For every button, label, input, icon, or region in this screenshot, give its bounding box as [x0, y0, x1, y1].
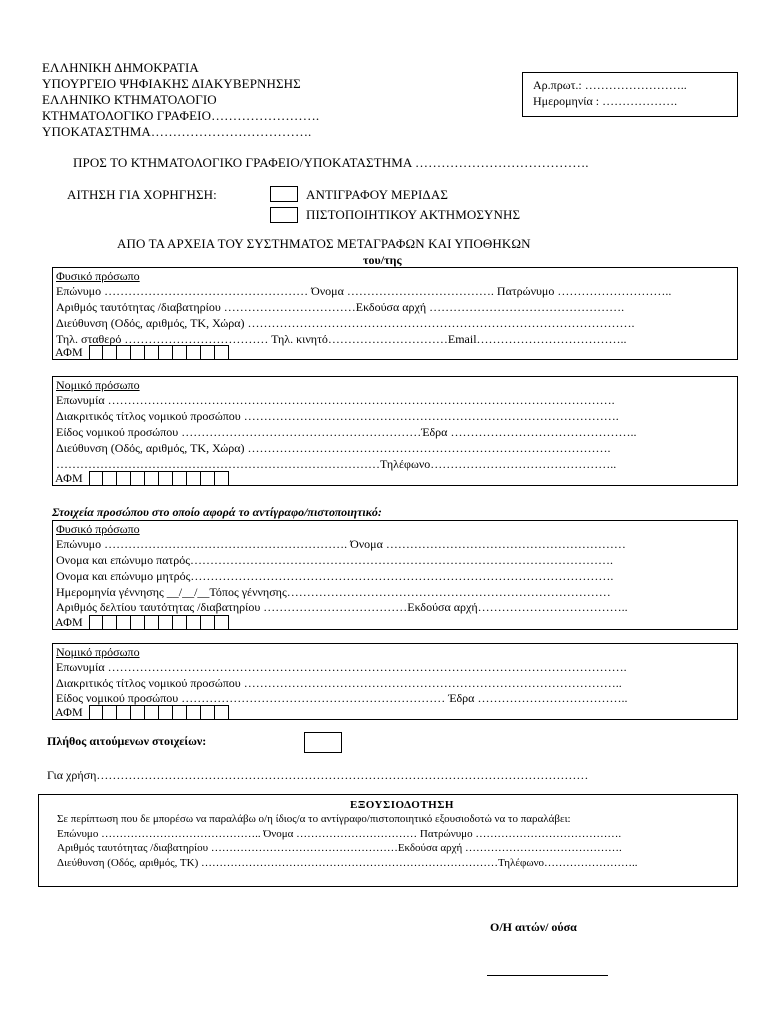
protocol-date-field[interactable]: Ημερομηνία : ………………. — [533, 94, 678, 108]
afm-label: ΑΦΜ — [55, 345, 83, 359]
subject-legal-afm-row — [52, 705, 229, 719]
signature-line[interactable] — [487, 975, 608, 976]
section-title: Φυσικό πρόσωπο — [56, 522, 140, 536]
copy-option-label: ΑΝΤΙΓΡΑΦΟΥ ΜΕΡΙΔΑΣ — [306, 187, 449, 202]
applicant-phone-row[interactable]: Τηλ. σταθερό ……………………………… Τηλ. κινητό…………………………Email……………………………….. — [56, 332, 627, 346]
subject-name-row[interactable]: Επώνυμο ……………………………………………………. Όνομα …………………………………………………… — [56, 537, 626, 551]
request-label: ΑΙΤΗΣΗ ΓΙΑ ΧΟΡΗΓΗΣΗ: — [67, 187, 217, 202]
subject-birth-row[interactable]: Ημερομηνία γέννησης __/__/__Τόπος γέννησης……………………………………………………………………… — [56, 585, 611, 599]
subject-legal-name-row[interactable]: Επωνυμία …………………………………………………………………………………………………………………. — [56, 660, 627, 674]
protocol-number-field[interactable]: Αρ.πρωτ.: …………………….. — [533, 78, 687, 92]
subject-legal-type-row[interactable]: Είδος νομικού προσώπου ………………………………………………………… Έδρα ……………………………….. — [56, 691, 628, 705]
certificate-option-label: ΠΙΣΤΟΠΟΙΗΤΙΚΟΥ ΑΚΤΗΜΟΣΥΝΗΣ — [306, 207, 521, 222]
authorization-title: ΕΞΟΥΣΙΟΔΟΤΗΣΗ — [350, 799, 454, 811]
legal-phone-row[interactable]: ………………………………………………………………………Τηλέφωνο……………………………………….. — [56, 457, 617, 471]
afm-cells[interactable] — [89, 615, 229, 629]
header-line-2: ΥΠΟΥΡΓΕΙΟ ΨΗΦΙΑΚΗΣ ΔΙΑΚΥΒΕΡΝΗΣΗΣ — [42, 76, 301, 91]
applicant-afm-row — [52, 345, 229, 359]
legal-type-row[interactable]: Είδος νομικού προσώπου ……………………………………………………Έδρα ……………………………………….. — [56, 425, 637, 439]
header-line-4: ΚΤΗΜΑΤΟΛΟΓΙΚΟ ΓΡΑΦΕΙΟ……………………. — [42, 108, 320, 123]
quantity-label: Πλήθος αιτούμενων στοιχείων: — [47, 734, 207, 748]
legal-afm-row — [52, 471, 229, 485]
authorized-id-row[interactable]: Αριθμός ταυτότητας /διαβατηρίου ……………………………………………Εκδούσα αρχή ……………………………………. — [57, 842, 622, 854]
certificate-checkbox[interactable] — [270, 207, 298, 223]
protocol-box — [522, 72, 738, 117]
applicant-id-row[interactable]: Αριθμός ταυτότητας /διαβατηρίου ……………………………Εκδούσα αρχή …………………………………………. — [56, 300, 625, 314]
subject-heading: Στοιχεία προσώπου στο οποίο αφορά το αντίγραφο/πιστοποιητικό: — [52, 505, 382, 519]
applicant-legal-person-section — [52, 376, 738, 486]
afm-cells[interactable] — [89, 471, 229, 485]
subject-legal-title-row[interactable]: Διακριτικός τίτλος νομικού προσώπου ………………………………………………………………………………….. — [56, 676, 622, 690]
afm-cells[interactable] — [89, 345, 229, 359]
header-line-1: ΕΛΛΗΝΙΚΗ ΔΗΜΟΚΡΑΤΙΑ — [42, 60, 199, 75]
subject-mother-row[interactable]: Ονομα και επώνυμο μητρός……………………………………………………………………………………………. — [56, 569, 614, 583]
authorized-name-row[interactable]: Επώνυμο …………………………………….. Όνομα …………………………… Πατρώνυμο …………………………………. — [57, 828, 622, 840]
header-line-3: ΕΛΛΗΝΙΚΟ ΚΤΗΜΑΤΟΛΟΓΙΟ — [42, 92, 217, 107]
source-title: ΑΠΟ ΤΑ ΑΡΧΕΙΑ ΤΟΥ ΣΥΣΤΗΜΑΤΟΣ ΜΕΤΑΓΡΑΦΩΝ ΚΑΙ ΥΠΟΘΗΚΩΝ — [117, 236, 531, 251]
legal-address-row[interactable]: Διεύθυνση (Οδός, αριθμός, ΤΚ, Χώρα) ………………………………………………………………………………. — [56, 441, 611, 455]
applicant-address-row[interactable]: Διεύθυνση (Οδός, αριθμός, ΤΚ, Χώρα) ……………………………………………………………………………………. — [56, 316, 635, 330]
header-line-5: ΥΠΟΚΑΤΑΣΤΗΜΑ………………………………. — [42, 124, 312, 139]
afm-cells[interactable] — [89, 705, 229, 719]
applicant-name-row[interactable]: Επώνυμο …………………………………………… Όνομα ………………………………. Πατρώνυμο ……………………….. — [56, 284, 672, 298]
authorized-address-row[interactable]: Διεύθυνση (Οδός, αριθμός, ΤΚ) ………………………………………………………………………Τηλέφωνο…………………….. — [57, 857, 638, 869]
subject-afm-row — [52, 615, 229, 629]
legal-title-row[interactable]: Διακριτικός τίτλος νομικού προσώπου …………………………………………………………………………………. — [56, 409, 619, 423]
applicant-natural-person-section — [52, 267, 738, 360]
section-title: Νομικό πρόσωπο — [56, 378, 140, 392]
copy-checkbox[interactable] — [270, 186, 298, 202]
usage-field[interactable]: Για χρήση…………………………………………………………………………………………………………… — [47, 768, 589, 782]
afm-label: ΑΦΜ — [55, 705, 83, 719]
subject-legal-person-section — [52, 643, 738, 720]
authorization-section — [38, 794, 738, 887]
subject-father-row[interactable]: Ονομα και επώνυμο πατρός……………………………………………………………………………………………. — [56, 553, 613, 567]
section-title: Φυσικό πρόσωπο — [56, 269, 140, 283]
addressee-line: ΠΡΟΣ ΤΟ ΚΤΗΜΑΤΟΛΟΓΙΚΟ ΓΡΑΦΕΙΟ/ΥΠΟΚΑΤΑΣΤΗΜΑ …………………………………. — [73, 155, 589, 170]
section-title: Νομικό πρόσωπο — [56, 645, 140, 659]
subject-id-row[interactable]: Αριθμός δελτίου ταυτότητας /διαβατηρίου ………………………………Εκδούσα αρχή……………………………….. — [56, 600, 628, 614]
subject-natural-person-section — [52, 520, 738, 630]
source-subtitle: του/της — [363, 253, 402, 267]
signature-label: Ο/Η αιτών/ ούσα — [490, 920, 577, 934]
legal-name-row[interactable]: Επωνυμία ………………………………………………………………………………………………………………. — [56, 393, 615, 407]
authorization-intro: Σε περίπτωση που δε μπορέσω να παραλάβω ο/η ίδιος/α το αντίγραφο/πιστοποιητικό εξουσιοδοτώ να το παραλάβει: — [57, 813, 571, 825]
afm-label: ΑΦΜ — [55, 471, 83, 485]
afm-label: ΑΦΜ — [55, 615, 83, 629]
quantity-input[interactable] — [304, 732, 342, 753]
